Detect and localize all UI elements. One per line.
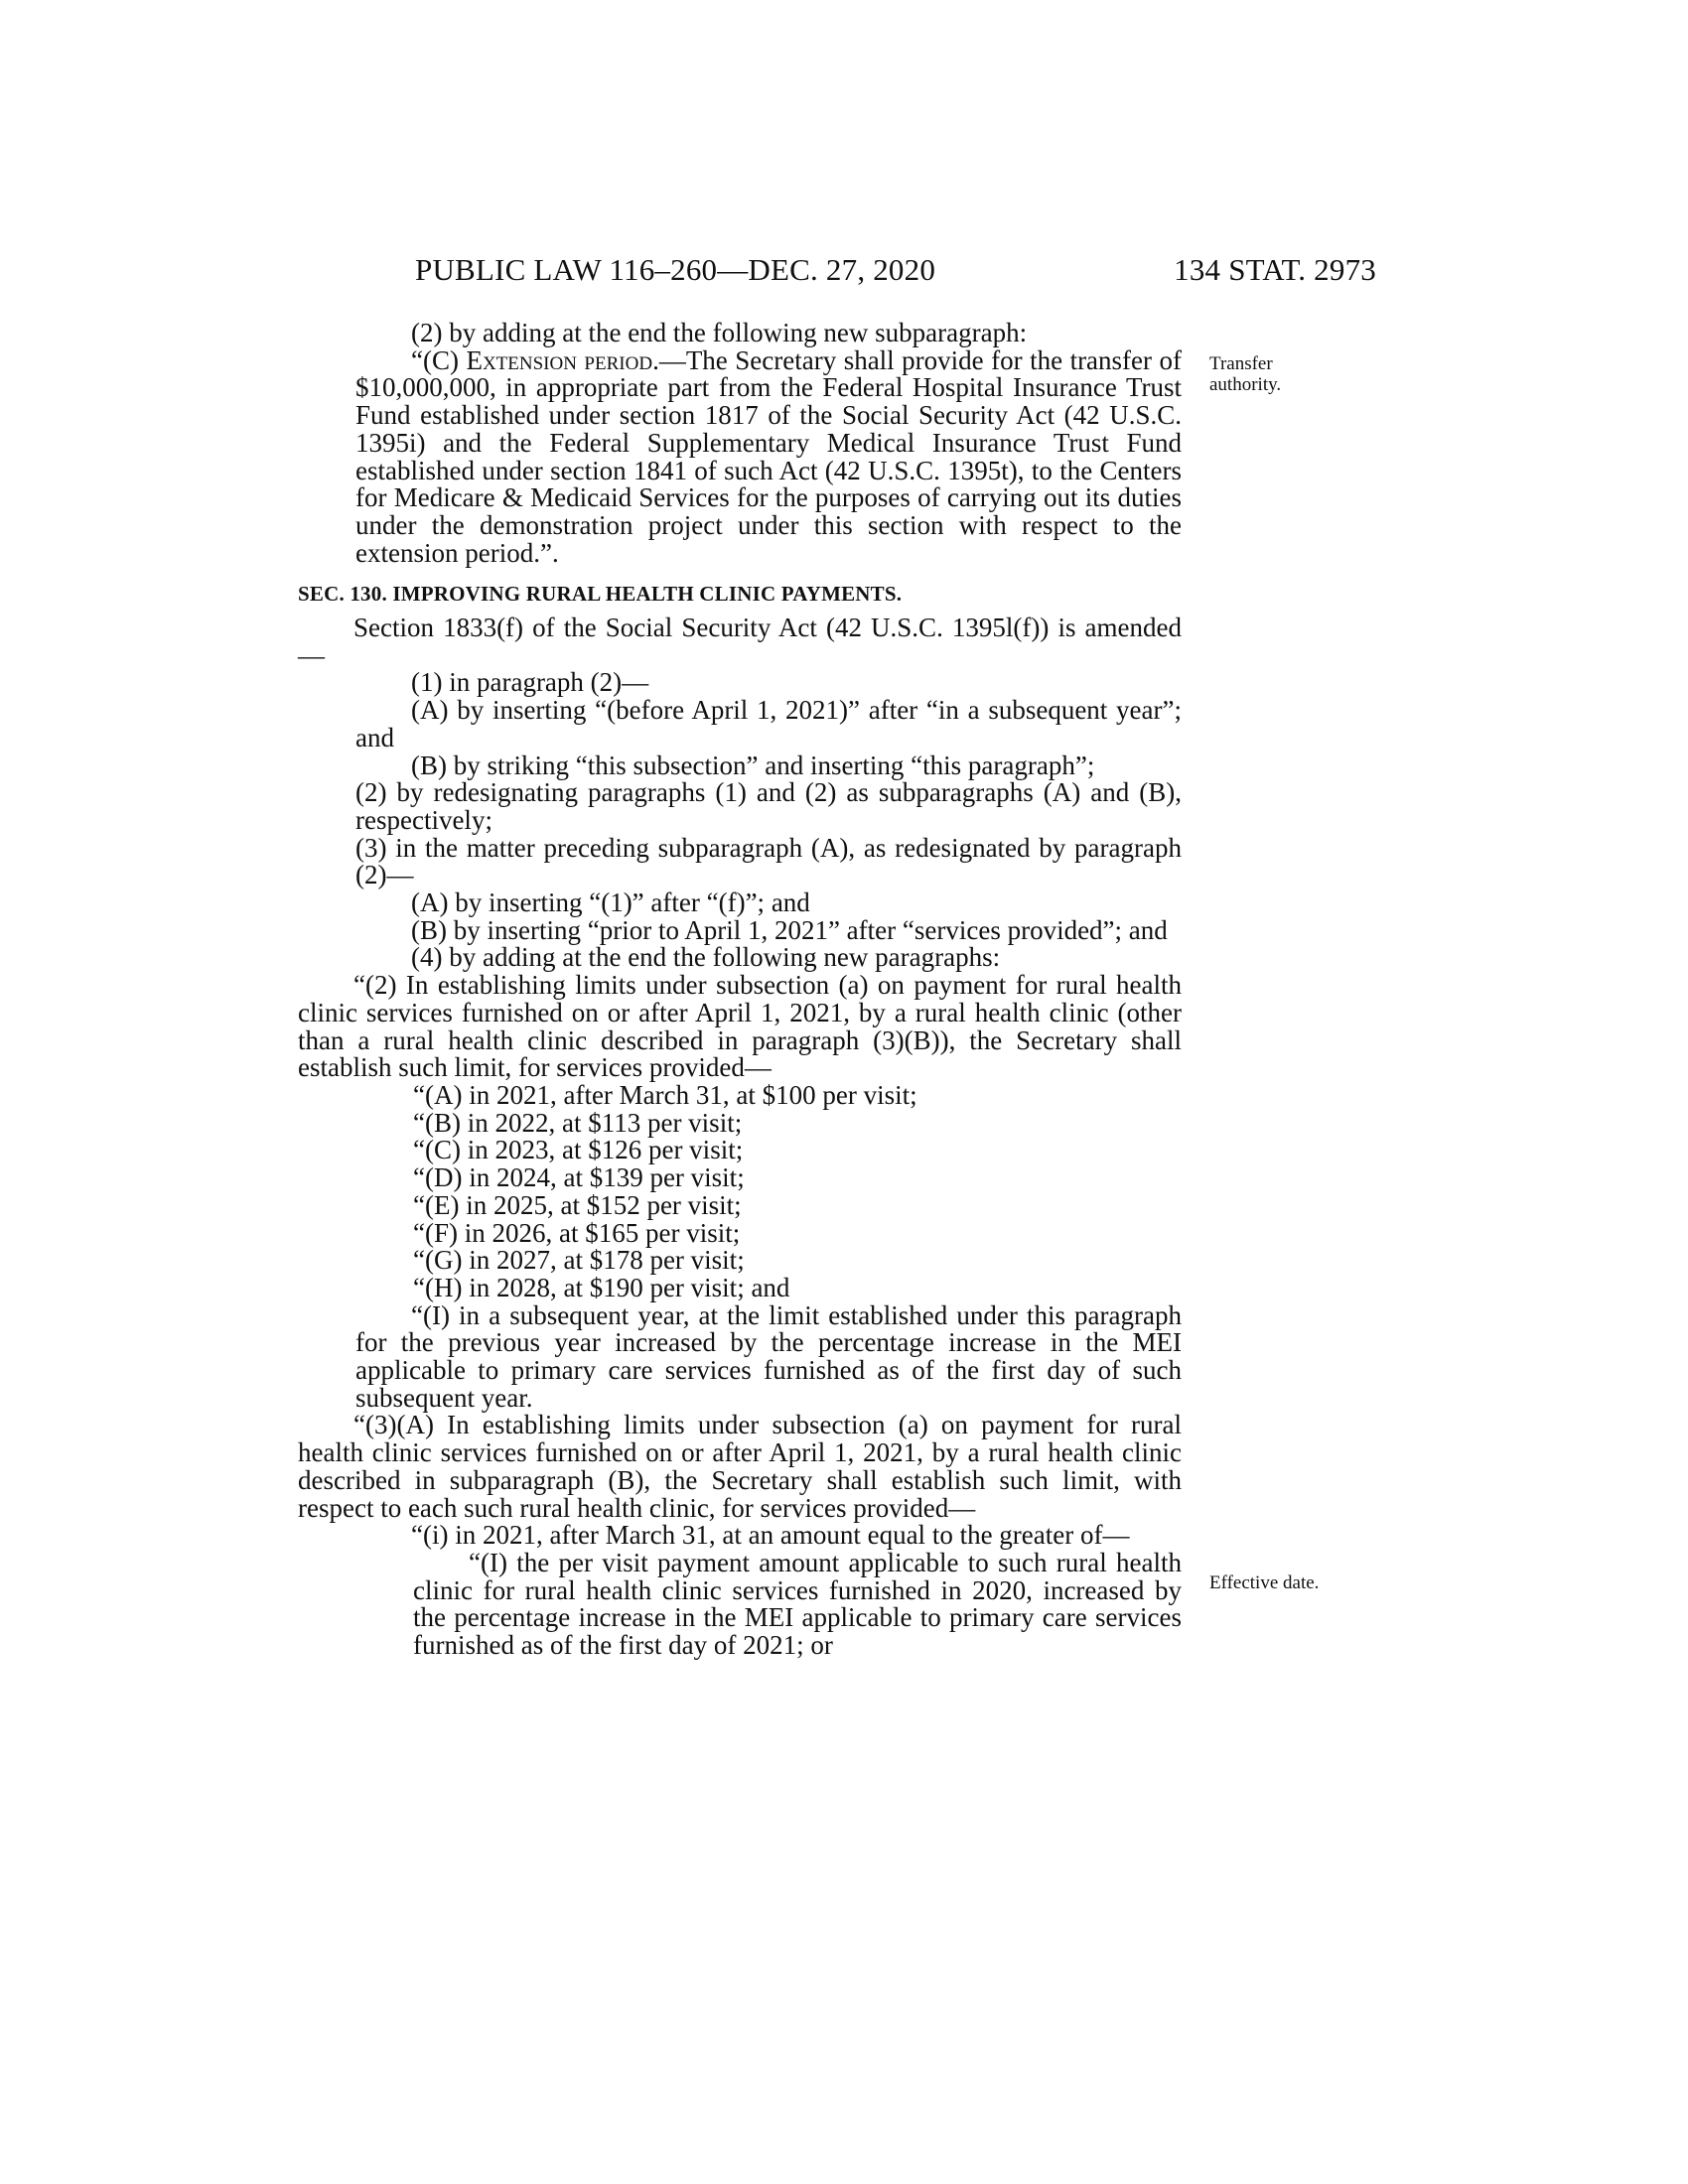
extension-period-subparagraph bbox=[298, 344, 1182, 568]
amendment-1: (1) in paragraph (2)— bbox=[411, 667, 649, 698]
amendment-4: (4) by adding at the end the following new paragraphs: bbox=[411, 942, 1001, 973]
margin-note-transfer-authority bbox=[1209, 353, 1281, 395]
subparagraph-heading: Extension period bbox=[466, 344, 653, 375]
margin-note-effective-date: Effective date. bbox=[1209, 1572, 1320, 1593]
limit-2027: “(G) in 2027, at $178 per visit; bbox=[413, 1245, 745, 1276]
section-intro: Section 1833(f) of the Social Security Act (42 U.S.C. 1395l(f)) is amended— bbox=[298, 613, 1182, 670]
new-paragraph-2: “(2) In establishing limits under subsection (a) on payment for rural health clinic services furnished on or after April 1, 2021, by a rural health clinic (other than a rural health clinic described in paragraph (3)(B)), the Secretary shall establish such limit, for services provided— bbox=[298, 970, 1182, 1083]
amendment-1-b: (B) by striking “this subsection” and inserting “this paragraph”; bbox=[411, 750, 1095, 780]
amendment-2: (2) by redesignating paragraphs (1) and (2) as subparagraphs (A) and (B), respectively; bbox=[355, 777, 1182, 835]
new-paragraph-3-a: “(3)(A) In establishing limits under subsection (a) on payment for rural health clinic services furnished on or after April 1, 2021, by a rural health clinic described in subparagraph (B), the Secretary shall establish such limit, with respect to each such rural health clinic, for services provided— bbox=[298, 1410, 1182, 1523]
limit-2028: “(H) in 2028, at $190 per visit; and bbox=[413, 1272, 790, 1302]
amendment-paragraph-2: (2) by adding at the end the following new subparagraph: bbox=[411, 318, 1028, 347]
subparagraph-body: .—The Secretary shall provide for the transfer of $10,000,000, in appropriate part from the Federal Hospital Insurance Trust Fund established under section 1817 of the Social Security Act (42 U.S.C. 1395i) and the Federal Supplementary Medical Insurance Trust Fund established under section 1841 of such Act (42 U.S.C. 1395t), to the Centers for Medicare & Medicaid Services for the purposes of carrying out its duties under the demonstration project under this section with respect to the extension period.”. bbox=[355, 344, 1182, 568]
limit-2026: “(F) in 2026, at $165 per visit; bbox=[413, 1217, 741, 1248]
limit-2021: “(A) in 2021, after March 31, at $100 per visit; bbox=[413, 1079, 917, 1110]
clause-i: “(i) in 2021, after March 31, at an amount equal to the greater of— bbox=[411, 1520, 1130, 1551]
amendment-3-a: (A) by inserting “(1)” after “(f)”; and bbox=[411, 887, 810, 918]
section-heading: SEC. 130. IMPROVING RURAL HEALTH CLINIC PAYMENTS. bbox=[298, 582, 903, 607]
margin-note-line-2: authority. bbox=[1209, 374, 1282, 395]
amendment-3-b: (B) by inserting “prior to April 1, 2021” after “services provided”; and bbox=[411, 914, 1168, 945]
limit-2022: “(B) in 2022, at $113 per visit; bbox=[413, 1107, 743, 1138]
limit-2024: “(D) in 2024, at $139 per visit; bbox=[413, 1162, 745, 1193]
amendment-1-a: (A) by inserting “(before April 1, 2021)” after “in a subsequent year”; and bbox=[355, 695, 1182, 752]
running-header-page-number: 134 STAT. 2973 bbox=[1174, 252, 1376, 287]
subparagraph-label: “(C) bbox=[411, 344, 467, 375]
running-header-title: PUBLIC LAW 116–260—DEC. 27, 2020 bbox=[415, 252, 936, 287]
limit-2025: “(E) in 2025, at $152 per visit; bbox=[413, 1189, 742, 1220]
subclause-I: “(I) the per visit payment amount applicable to such rural health clinic for rural health clinic services furnished in 2020, increased by the percentage increase in the MEI applicable to primary care services furnished as of the first day of 2021; or bbox=[413, 1547, 1182, 1661]
limit-2023: “(C) in 2023, at $126 per visit; bbox=[413, 1135, 744, 1165]
amendment-3: (3) in the matter preceding subparagraph (A), as redesignated by paragraph (2)— bbox=[355, 832, 1182, 890]
limit-subsequent-year: “(I) in a subsequent year, at the limit established under this paragraph for the previous year increased by the percentage increase in the MEI applicable to primary care services furnished as of the first day of such subsequent year. bbox=[355, 1299, 1182, 1413]
margin-note-line-1: Transfer bbox=[1209, 353, 1273, 374]
statute-text bbox=[298, 320, 1182, 1660]
